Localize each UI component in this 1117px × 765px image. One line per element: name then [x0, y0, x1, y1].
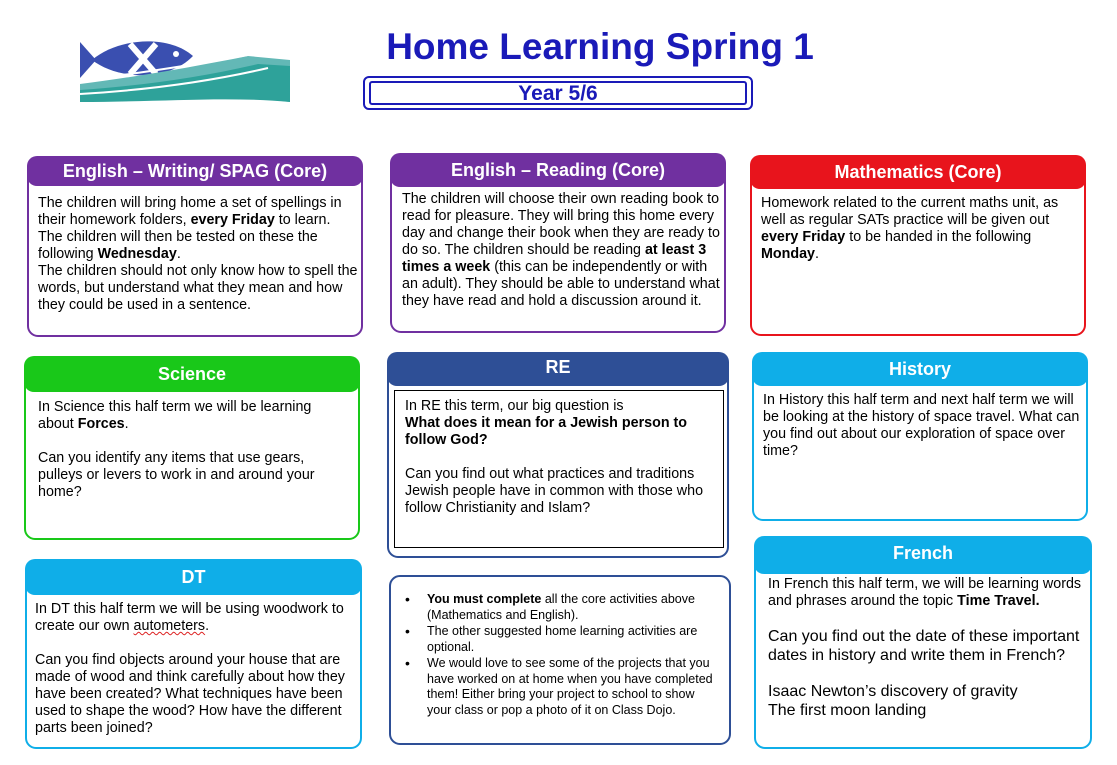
card-heading: Science [24, 356, 360, 392]
card-text: In RE this term, our big question is What does it mean for a Jewish person to follow God? Can you find out what practices and traditions Jewish people have in common with those who follow Christianity and Islam? [405, 398, 704, 516]
list-item: • You must complete all the core activities above (Mathematics and English). [427, 592, 717, 623]
card-heading: RE [387, 352, 729, 386]
card-heading: Mathematics (Core) [750, 155, 1086, 189]
card-heading: English – Writing/ SPAG (Core) [27, 156, 363, 186]
card-text: In French this half term, we will be learning words and phrases around the topic Time Travel. Can you find out the date of these important dates in history and write them in French? Isaac Newton’s discovery of gravity The first moon landing [768, 576, 1082, 719]
list-item: • The other suggested home learning activities are optional. [427, 624, 717, 655]
card-re [387, 356, 729, 558]
card-history [752, 356, 1088, 521]
card-heading: English – Reading (Core) [390, 153, 726, 187]
card-text: In Science this half term we will be learning about Forces. Can you identify any items that use gears, pulleys or levers to work in and around your home? [38, 399, 315, 500]
card-dt [25, 562, 362, 749]
page-title: Home Learning Spring 1 [386, 26, 814, 67]
card-text: The children will choose their own reading book to read for pleasure. They will bring this home every day and change their book when they are ready to do so. The children should be reading at least 3 times a week (this can be independently or with an adult). They should be able to understand what they have read and hold a discussion around it. [402, 191, 720, 309]
notes-list [405, 592, 717, 719]
card-text: Homework related to the current maths unit, as well as regular SATs practice will be given out every Friday to be handed in the following Monday. [761, 195, 1059, 262]
card-heading: DT [25, 559, 362, 595]
year-group-label: Year 5/6 [369, 81, 747, 105]
card-french [754, 540, 1092, 749]
card-heading: History [752, 352, 1088, 386]
school-logo [78, 38, 293, 108]
card-science [24, 360, 360, 540]
card-heading: French [754, 536, 1092, 574]
card-english-writing [27, 160, 363, 337]
card-notes [389, 575, 731, 745]
card-english-reading [390, 160, 726, 333]
card-text: In DT this half term we will be using woodwork to create our own autometers. Can you find objects around your house that are made of wood and think carefully about how they have been created? What techniques have been used to shape the wood? How have the different parts been joined? [35, 601, 345, 736]
card-mathematics [750, 160, 1086, 336]
year-group-box [363, 76, 753, 110]
card-text: The children will bring home a set of spellings in their homework folders, every Friday to learn. The children will then be tested on these the following Wednesday. The children should not only know how to spell the words, but understand what they mean and how they could be used in a sentence. [38, 195, 358, 313]
list-item: • We would love to see some of the projects that you have worked on at home when you have completed them! Either bring your project to school to show your class or pop a photo of it on Class Dojo. [427, 656, 717, 718]
card-text: In History this half term and next half term we will be looking at the history of space travel. What can you find out about our exploration of space over time? [763, 392, 1080, 459]
